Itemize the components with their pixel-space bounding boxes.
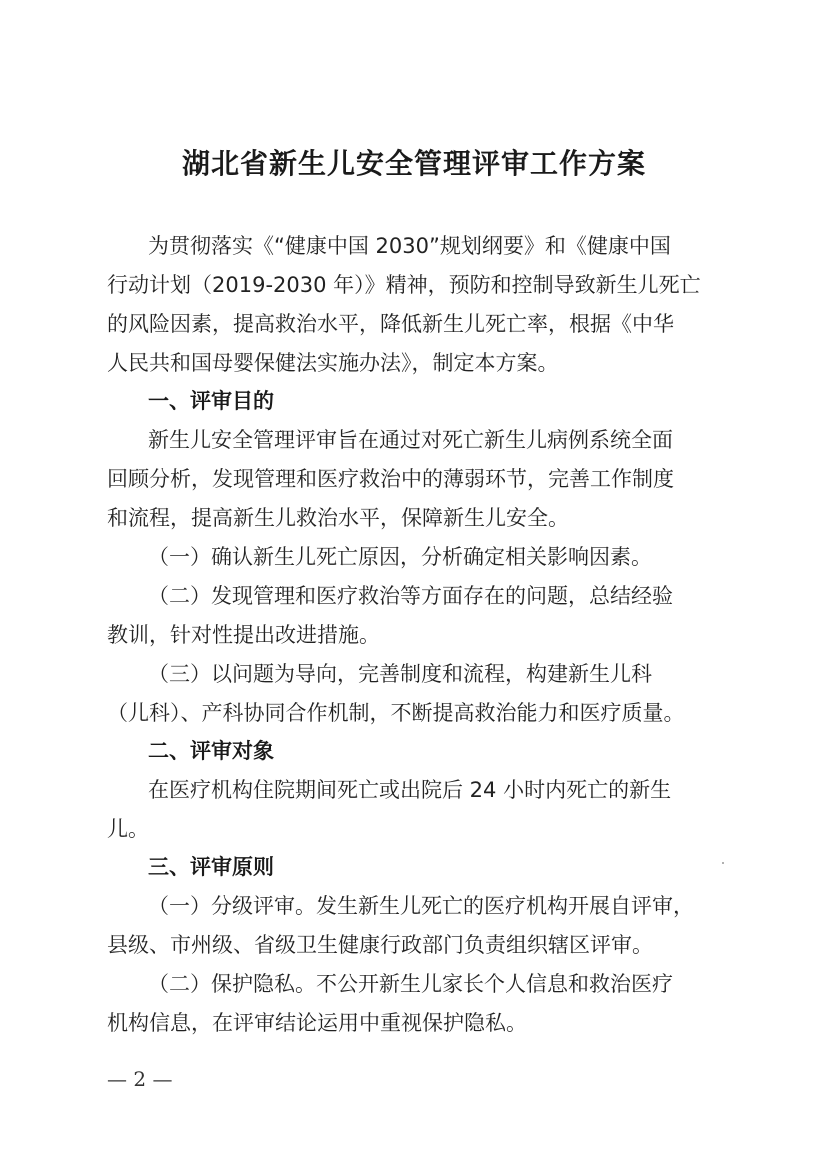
intro-line-2: 行动计划（2019-2030 年）》精神，预防和控制导致新生儿死亡 xyxy=(107,273,701,297)
section-heading-scope: 二、评审对象 xyxy=(148,739,274,763)
page-number: — 2 — xyxy=(107,1067,173,1091)
section-heading-principles: 三、评审原则 xyxy=(148,855,274,879)
principles-item-2-line-2: 机构信息，在评审结论运用中重视保护隐私。 xyxy=(107,1011,527,1035)
principles-item-1-line-2: 县级、市州级、省级卫生健康行政部门负责组织辖区评审。 xyxy=(107,933,653,957)
section-heading-purpose: 一、评审目的 xyxy=(148,389,274,413)
page-title: 湖北省新生儿安全管理评审工作方案 xyxy=(181,147,646,180)
purpose-para-line-1: 新生儿安全管理评审旨在通过对死亡新生儿病例系统全面 xyxy=(148,428,673,452)
purpose-item-2-line-2: 教训，针对性提出改进措施。 xyxy=(107,623,380,647)
purpose-item-3-line-2: （儿科）、产科协同合作机制，不断提高救治能力和医疗质量。 xyxy=(107,701,685,725)
purpose-item-1: （一）确认新生儿死亡原因，分析确定相关影响因素。 xyxy=(148,545,652,569)
principles-item-2-line-1: （二）保护隐私。不公开新生儿家长个人信息和救治医疗 xyxy=(148,972,673,996)
intro-line-1: 为贯彻落实《“健康中国 2030”规划纲要》和《健康中国 xyxy=(148,234,671,258)
intro-line-3: 的风险因素，提高救治水平，降低新生儿死亡率，根据《中华 xyxy=(107,312,674,336)
scope-para-line-2: 儿。 xyxy=(107,817,149,841)
principles-item-1-line-1: （一）分级评审。发生新生儿死亡的医疗机构开展自评审， xyxy=(148,894,694,918)
purpose-para-line-2: 回顾分析，发现管理和医疗救治中的薄弱环节，完善工作制度 xyxy=(107,467,674,491)
purpose-item-2-line-1: （二）发现管理和医疗救治等方面存在的问题，总结经验 xyxy=(148,584,673,608)
purpose-item-3-line-1: （三）以问题为导向，完善制度和流程，构建新生儿科 xyxy=(148,662,652,686)
intro-line-4: 人民共和国母婴保健法实施办法》，制定本方案。 xyxy=(107,351,559,375)
purpose-para-line-3: 和流程，提高新生儿救治水平，保障新生儿安全。 xyxy=(107,506,569,530)
scope-para-line-1: 在医疗机构住院期间死亡或出院后 24 小时内死亡的新生 xyxy=(148,778,672,802)
scan-speck xyxy=(722,862,724,864)
